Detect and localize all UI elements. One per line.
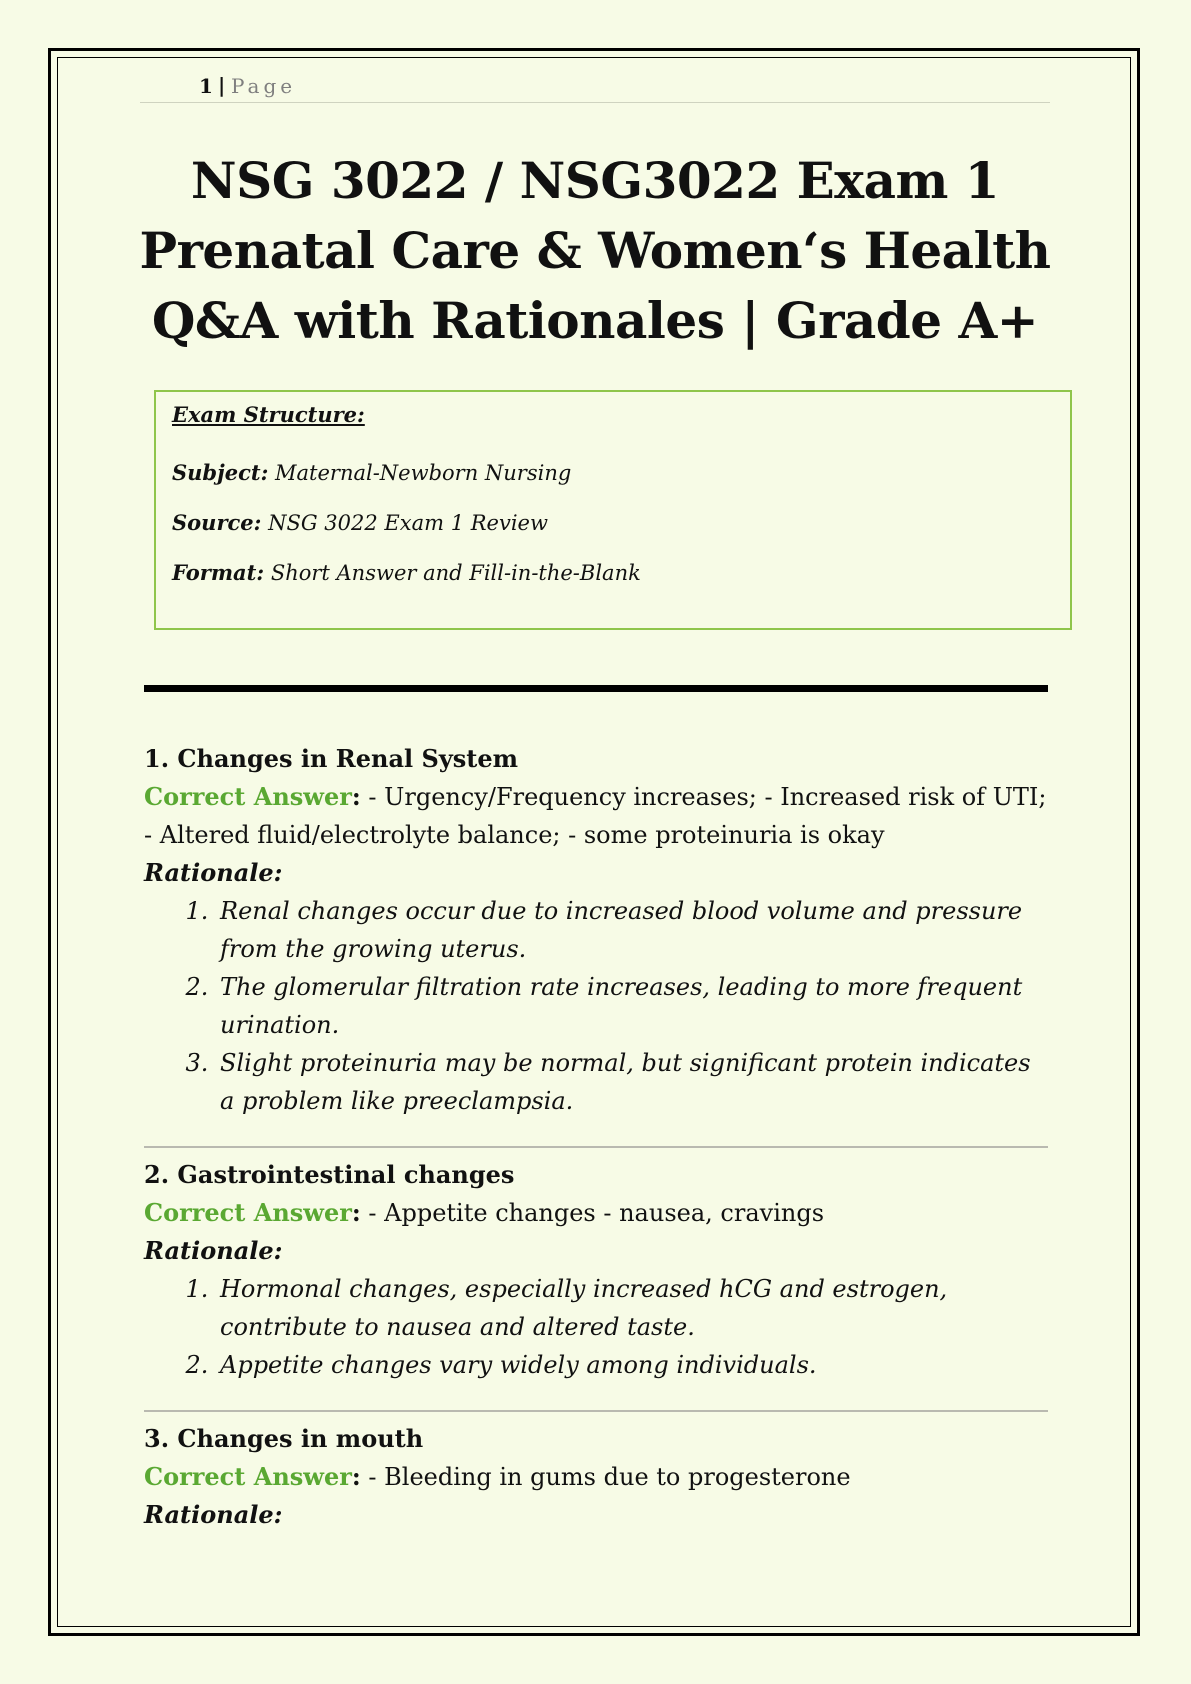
rationale-list <box>144 1270 1048 1384</box>
question-title: 3. Changes in mouth <box>144 1424 424 1453</box>
answer-line <box>144 1458 1048 1496</box>
subject-value: Maternal-Newborn Nursing <box>275 461 572 485</box>
correct-answer-label: Correct Answer <box>144 1462 352 1491</box>
subject-row <box>172 460 571 485</box>
answer-text: - Appetite changes - nausea, cravings <box>368 1199 825 1227</box>
answer-colon: : <box>351 782 361 811</box>
rationale-label: Rationale: <box>144 858 283 887</box>
page-separator: | <box>218 73 226 97</box>
answer-line <box>144 1194 1048 1232</box>
rationale-item: 1. Renal changes occur due to increased blood volume and pressure from the growing uterus. <box>216 892 1048 968</box>
answer-colon: : <box>351 1462 361 1491</box>
source-value: NSG 3022 Exam 1 Review <box>268 511 548 535</box>
format-value: Short Answer and Fill-in-the-Blank <box>270 561 641 585</box>
question-item <box>144 740 1048 1120</box>
answer-colon: : <box>351 1198 361 1227</box>
exam-structure-heading: Exam Structure: <box>172 402 365 427</box>
title-line-2: Prenatal Care & Women‘s Health <box>139 221 1051 280</box>
answer-text: - Bleeding in gums due to progesterone <box>368 1463 851 1491</box>
rationale-item: 2. Appetite changes vary widely among individuals. <box>216 1346 1048 1384</box>
source-label: Source: <box>172 510 262 535</box>
rationale-label: Rationale: <box>144 1236 283 1265</box>
format-label: Format: <box>172 560 265 585</box>
correct-answer-label: Correct Answer <box>144 1198 352 1227</box>
page-word: Page <box>231 74 297 98</box>
answer-line <box>144 778 1048 854</box>
correct-answer-label: Correct Answer <box>144 782 352 811</box>
format-row <box>172 560 641 585</box>
page-header <box>140 72 1050 103</box>
title-line-3: Q&A with Rationales | Grade A+ <box>151 291 1039 350</box>
question-divider <box>144 1410 1048 1412</box>
source-row <box>172 510 548 535</box>
question-title: 1. Changes in Renal System <box>144 744 519 773</box>
question-divider <box>144 1146 1048 1148</box>
document-title <box>120 146 1070 356</box>
title-line-1: NSG 3022 / NSG3022 Exam 1 <box>190 151 1000 210</box>
exam-structure-box <box>154 390 1072 630</box>
rationale-item: 3. Slight proteinuria may be normal, but significant protein indicates a problem like preeclampsia. <box>216 1044 1048 1120</box>
rationale-label: Rationale: <box>144 1500 283 1529</box>
answer-text: - Urgency/Frequency increases; - Increased risk of UTI; - Altered fluid/electrolyte balance; - some proteinuria is okay <box>144 783 1047 849</box>
page-number: 1 <box>199 74 213 98</box>
question-title: 2. Gastrointestinal changes <box>144 1160 515 1189</box>
question-item <box>144 1420 1048 1534</box>
rationale-item: 1. Hormonal changes, especially increased hCG and estrogen, contribute to nausea and altered taste. <box>216 1270 1048 1346</box>
section-divider-thick <box>144 685 1048 692</box>
question-item <box>144 1156 1048 1384</box>
rationale-list <box>144 892 1048 1120</box>
rationale-item: 2. The glomerular filtration rate increases, leading to more frequent urination. <box>216 968 1048 1044</box>
subject-label: Subject: <box>172 460 269 485</box>
